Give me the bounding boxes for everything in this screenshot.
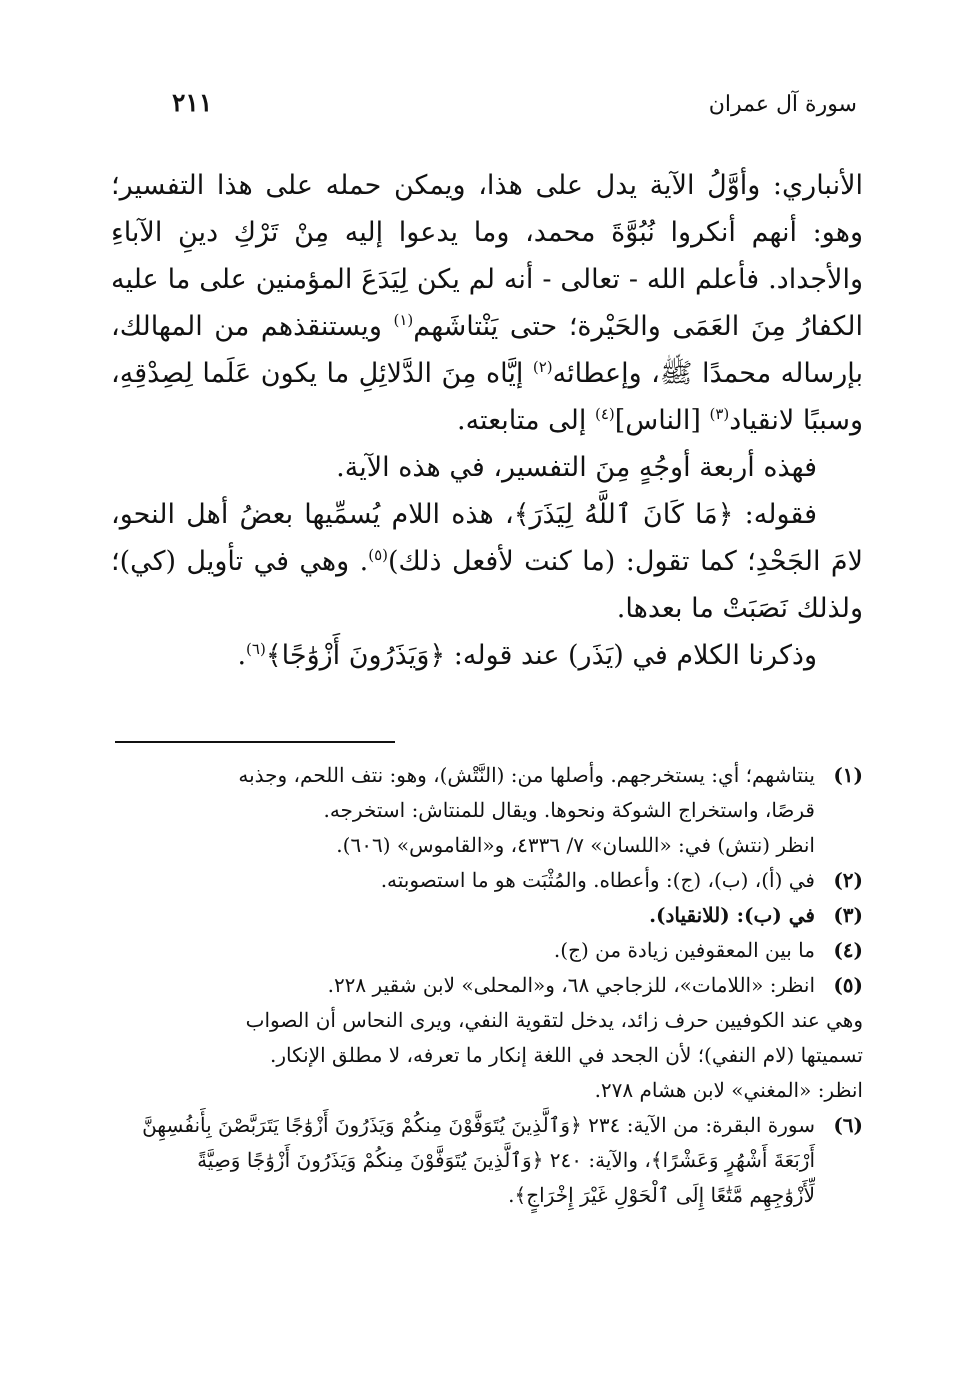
text-run: [الناس]	[614, 405, 710, 436]
footnote-number: (١)	[833, 763, 863, 787]
main-text	[111, 162, 863, 679]
footnote-ref-1: (١)	[393, 311, 414, 329]
footnote-number: (٤)	[833, 938, 863, 962]
footnote-line: لِّأَزْوَٰجِهِم مَّتَٰعًا إِلَى ٱلْحَوْلِ غَيْرَ إِخْرَاجٍ﴾.	[508, 1183, 815, 1207]
footnote-ref-5: (٥)	[368, 546, 388, 564]
quran-quote: ﴿وَيَذَرُونَ أَزْوَٰجًا﴾	[265, 640, 446, 671]
footnote-line: وهي عند الكوفيين حرف زائد، يدخل لتقوية النفي، ويرى النحاس أن الصواب	[245, 1008, 863, 1032]
footnote-line: انظر (نتش) في: «اللسان» ٧/ ٤٣٣٦، و«القاموس» (٦٠٦).	[336, 833, 815, 857]
paragraph-2	[111, 444, 863, 491]
running-title: سورة آل عمران	[708, 92, 857, 117]
footnote-line: في (ب): (للانقياد).	[649, 903, 815, 927]
footnote-6	[111, 1108, 863, 1213]
text-run: . وهي في تأويل (كي)؛ ولذلك نَصَبَتْ ما بعدها.	[111, 546, 863, 624]
footnote-4	[111, 933, 863, 968]
page-number: ٢١١	[172, 88, 213, 117]
text-run: .	[237, 640, 247, 671]
footnote-line: انظر: «المغني» لابن هشام ٢٧٨.	[594, 1078, 863, 1102]
text-run: فقوله:	[733, 499, 817, 530]
page-header	[160, 88, 857, 132]
footnote-5	[111, 968, 863, 1108]
text-run: ، هذه اللام يُسمِّيها بعضُ أهل النحو، لامَ الجَحْدِ؛ كما تقول: (ما كنت لأفعل ذلك)	[111, 499, 863, 577]
footnote-line: قرصًا، واستخراج الشوكة ونحوها. ويقال للمنتاش: استخرجه.	[323, 798, 815, 822]
footnote-line: ينتاشهم؛ أي: يستخرجهم. وأصلها من: (النَّتْش)، وهو: نتف اللحم، وجذبه	[238, 763, 815, 787]
quran-quote: ﴿مَا كَانَ ٱللَّهُ لِيَذَرَ﴾	[513, 499, 734, 530]
footnotes	[111, 758, 863, 1213]
paragraph-3	[111, 491, 863, 632]
footnote-ref-4: (٤)	[594, 405, 615, 423]
footnote-number: (٣)	[833, 903, 863, 927]
text-run: إلى متابعته.	[457, 405, 595, 436]
footnote-1	[111, 758, 863, 863]
text-run: ويستنقذهم من المهالك، بإرساله محمدًا ﷺ، وإعطائه	[111, 311, 863, 389]
footnote-number: (٢)	[833, 868, 863, 892]
footnote-number: (٦)	[833, 1113, 863, 1137]
footnote-line: انظر: «اللامات»، للزجاجي ٦٨، و«المحلى» لابن شقير ٢٢٨.	[327, 973, 815, 997]
footnote-line: سورة البقرة: من الآية: ٢٣٤ ﴿وَٱلَّذِينَ يُتَوَفَّوْنَ مِنكُمْ وَيَذَرُونَ أَزْوَٰجًا يَتَرَبَّصْنَ بِأَنفُسِهِنَّ	[142, 1113, 815, 1137]
footnote-ref-6: (٦)	[246, 640, 266, 658]
footnote-line: ما بين المعقوفين زيادة من (ج).	[553, 938, 815, 962]
footnote-ref-3: (٣)	[709, 405, 730, 423]
footnote-2	[111, 863, 863, 898]
paragraph-4	[111, 632, 863, 679]
footnote-ref-2: (٢)	[532, 358, 553, 376]
footnote-line: في (أ)، (ب)، (ج): وأعطاه. والمُثْبَت هو ما استصوبته.	[380, 868, 815, 892]
footnote-divider	[115, 741, 395, 743]
footnote-line: أَرْبَعَةَ أَشْهُرٍ وَعَشْرًا﴾، والآية: ٢٤٠ ﴿وَٱلَّذِينَ يُتَوَفَّوْنَ مِنكُمْ وَيَذَرُونَ أَزْوَٰجًا وَصِيَّةً	[197, 1148, 815, 1172]
footnote-number: (٥)	[833, 973, 863, 997]
footnote-line: تسميتها (لام النفي)؛ لأن الجحد في اللغة إنكار ما تعرفه، لا مطلق الإنكار.	[269, 1043, 863, 1067]
text-run: فهذه أربعة أوجُهٍ مِنَ التفسير، في هذه الآية.	[336, 452, 817, 483]
text-run: الأنباري: وأوَّلُ الآية يدل على هذا، ويمكن حمله على هذا التفسير؛ وهو: أنهم أنكروا نُبُوَّةَ محمد، وما يدعوا إليه مِنْ تَرْكِ دينِ الآباءِ والأجداد. فأعلم الله - تعالى - أنه لم يكن لِيَدَعَ المؤمنين على ما عليه الكفارُ مِنَ العَمَى والحَيْرة؛ حتى يَنْتاشَهم	[111, 170, 863, 342]
paragraph-1	[111, 162, 863, 444]
text-run: إيَّاه مِنَ الدَّلائِلِ ما يكون عَلَما لِصِدْقِهِ، وسببًا لانقياد	[111, 358, 863, 436]
footnote-3	[111, 898, 863, 933]
text-run: وذكرنا الكلام في (يَذَر) عند قوله:	[445, 640, 817, 671]
